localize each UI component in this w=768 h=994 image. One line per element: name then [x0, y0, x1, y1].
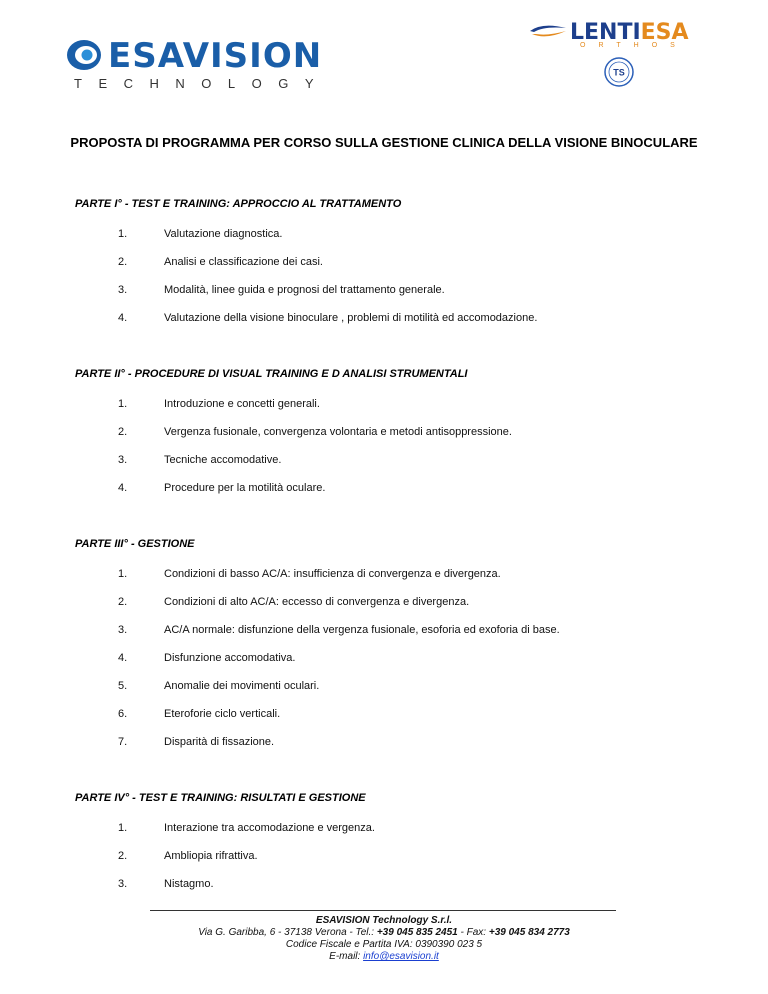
section-heading-2: PARTE II° - PROCEDURE DI VISUAL TRAINING E D ANALISI STRUMENTALI	[75, 368, 468, 380]
footer-email-line: E-mail: info@esavision.it	[329, 951, 439, 962]
lentiesa-logo	[528, 20, 698, 60]
seal-label: TS	[613, 67, 625, 78]
section-heading-3: PARTE III° - GESTIONE	[75, 538, 195, 550]
swoosh-logo-icon	[528, 22, 568, 40]
esavision-logo	[66, 34, 331, 91]
footer-divider	[150, 910, 616, 911]
section-heading-4: PARTE IV° - TEST E TRAINING: RISULTATI E GESTIONE	[75, 792, 366, 804]
page-title: PROPOSTA DI PROGRAMMA PER CORSO SULLA GESTIONE CLINICA DELLA VISIONE BINOCULARE	[70, 135, 698, 150]
footer-contacts: Via G. Garibba, 6 - 37138 Verona - Tel.: +39 045 835 2451 - Fax: +39 045 834 2773	[198, 927, 570, 938]
orthos-subtitle: ORTHOS	[580, 42, 688, 49]
footer-company: ESAVISION Technology S.r.l.	[315, 915, 453, 926]
footer	[0, 915, 768, 963]
section-heading-1: PARTE I° - TEST E TRAINING: APPROCCIO AL TRATTAMENTO	[75, 198, 402, 210]
lentiesa-wordmark: LENTIESA	[570, 20, 689, 45]
logo-wordmark: ESAVISION	[108, 36, 323, 76]
email-link[interactable]: info@esavision.it	[363, 951, 439, 962]
footer-tax: Codice Fiscale e Partita IVA: 0390390 023 5	[285, 939, 483, 950]
eye-logo-icon	[66, 38, 106, 72]
ts-seal-icon	[597, 55, 641, 99]
logo-subtitle: TECHNOLOGY	[74, 76, 331, 91]
